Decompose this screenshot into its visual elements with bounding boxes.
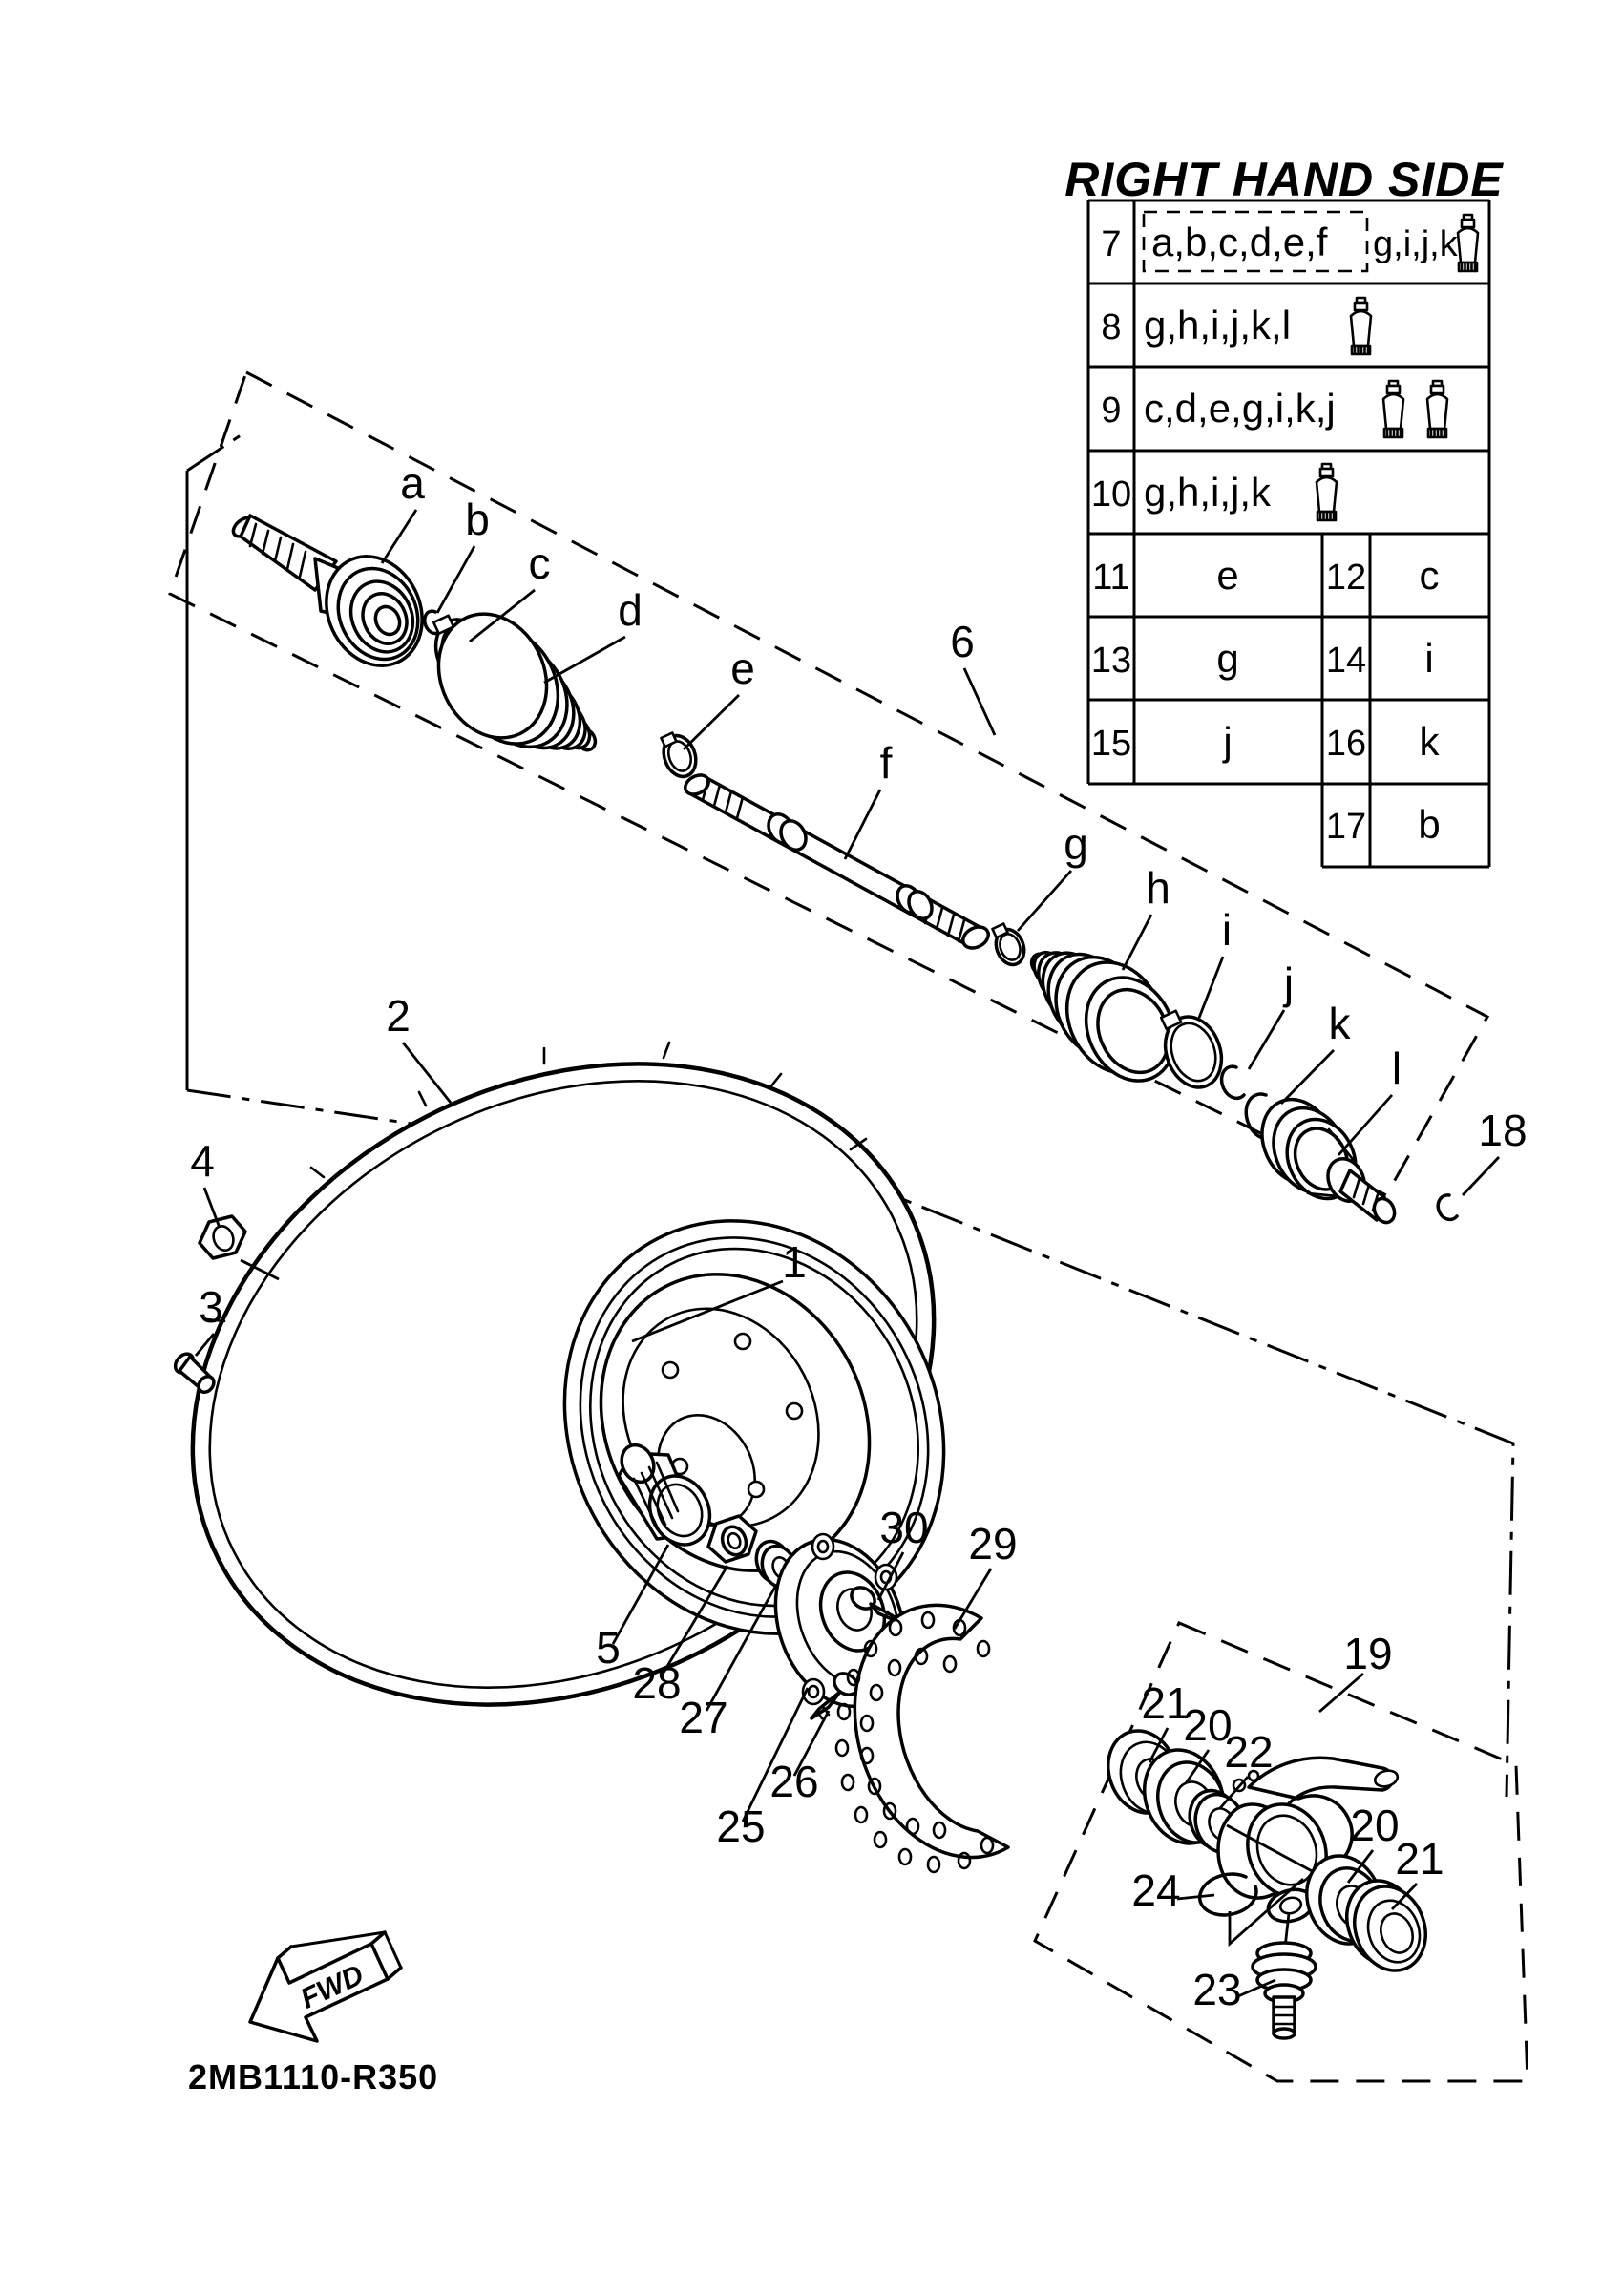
knuckle-assembly — [1035, 1623, 1528, 2081]
callout-26: 26 — [769, 1757, 819, 1806]
grease-tube-icon — [1317, 464, 1337, 520]
table-cell-11v: e — [1216, 553, 1239, 598]
cv-joint-inboard — [1249, 1087, 1399, 1226]
table-cell-13v: g — [1216, 636, 1239, 681]
callout-25: 25 — [716, 1801, 766, 1851]
table-row10-letters: g,h,i,j,k — [1144, 470, 1272, 515]
callout-27: 27 — [679, 1693, 728, 1742]
clip-18 — [1438, 1195, 1457, 1220]
cv-joint-outboard — [230, 514, 440, 682]
table-row8-num: 8 — [1101, 307, 1122, 348]
table-row8-letters: g,h,i,j,k,l — [1144, 303, 1292, 348]
callout-g: g — [1064, 819, 1088, 869]
valve-nut — [200, 1216, 245, 1258]
table-cell-12: 12 — [1325, 558, 1367, 598]
table-cell-15: 15 — [1090, 724, 1132, 764]
table-row7-boxed: a,b,c,d,e,f — [1151, 220, 1328, 264]
table-row9-letters: c,d,e,g,i,k,j — [1144, 386, 1336, 431]
callout-h: h — [1146, 863, 1170, 913]
callout-f: f — [879, 738, 893, 788]
callout-l: l — [1391, 1043, 1402, 1093]
callout-18: 18 — [1478, 1106, 1528, 1155]
table-row10-num: 10 — [1090, 474, 1132, 515]
boot-clamp-i — [1156, 1009, 1232, 1096]
callout-21-left: 21 — [1141, 1678, 1191, 1728]
table-cell-14v: i — [1424, 636, 1434, 681]
grease-tube-icon — [1458, 215, 1478, 271]
callout-20-right: 20 — [1350, 1801, 1400, 1850]
callout-23: 23 — [1192, 1965, 1242, 2014]
grease-tube-icon — [1351, 298, 1371, 354]
grease-tube-icon — [1383, 381, 1403, 437]
boot-clamp-g — [991, 924, 1028, 969]
row8-grease-tubes — [1351, 298, 1371, 354]
callout-i: i — [1221, 905, 1233, 955]
row9-grease-tubes — [1383, 381, 1447, 437]
callout-21-right: 21 — [1395, 1834, 1444, 1884]
table-cell-12v: c — [1419, 553, 1440, 598]
callout-19: 19 — [1343, 1629, 1393, 1678]
callout-b: b — [465, 495, 490, 544]
callout-e: e — [730, 643, 755, 693]
callout-c: c — [528, 538, 551, 588]
callout-29: 29 — [968, 1519, 1018, 1569]
callout-k: k — [1328, 999, 1351, 1048]
table-cell-16: 16 — [1325, 724, 1367, 764]
drive-axle-assembly — [230, 514, 1457, 1226]
callout-30: 30 — [879, 1503, 929, 1552]
page-title: RIGHT HAND SIDE — [1064, 153, 1504, 206]
callout-1: 1 — [782, 1237, 807, 1287]
callout-6: 6 — [950, 617, 975, 666]
table-cell-17v: b — [1418, 802, 1441, 847]
table-cell-11: 11 — [1092, 558, 1130, 598]
callout-20-left: 20 — [1183, 1700, 1233, 1750]
callout-3: 3 — [199, 1282, 223, 1332]
callout-a: a — [400, 458, 425, 508]
table-cell-16v: k — [1419, 719, 1440, 764]
callout-28: 28 — [632, 1658, 682, 1708]
table-cell-17: 17 — [1325, 807, 1367, 847]
fwd-label: FWD — [296, 1959, 369, 2015]
table-row7-num: 7 — [1101, 224, 1122, 264]
grease-tube-icon — [1427, 381, 1447, 437]
grease-spec-table — [1088, 200, 1489, 867]
drawing-number: 2MB1110-R350 — [188, 2057, 439, 2096]
fwd-arrow — [250, 1932, 401, 2041]
row10-grease-tubes — [1317, 464, 1337, 520]
table-row9-num: 9 — [1101, 390, 1122, 431]
table-row7-rest: g,i,j,k — [1373, 224, 1458, 264]
callout-24: 24 — [1131, 1865, 1181, 1915]
callout-5: 5 — [596, 1623, 621, 1673]
callout-j: j — [1283, 958, 1295, 1008]
callout-22: 22 — [1224, 1727, 1274, 1777]
callout-d: d — [618, 585, 643, 635]
table-cell-13: 13 — [1090, 641, 1132, 681]
snap-ring-j — [1222, 1066, 1244, 1098]
table-cell-15v: j — [1223, 719, 1233, 764]
row7-grease-tubes — [1458, 215, 1478, 271]
ball-joint-23 — [1253, 1913, 1316, 2038]
callout-2: 2 — [386, 991, 411, 1041]
callout-4: 4 — [190, 1136, 215, 1186]
flange-nut — [708, 1516, 756, 1562]
table-cell-14: 14 — [1325, 641, 1367, 681]
